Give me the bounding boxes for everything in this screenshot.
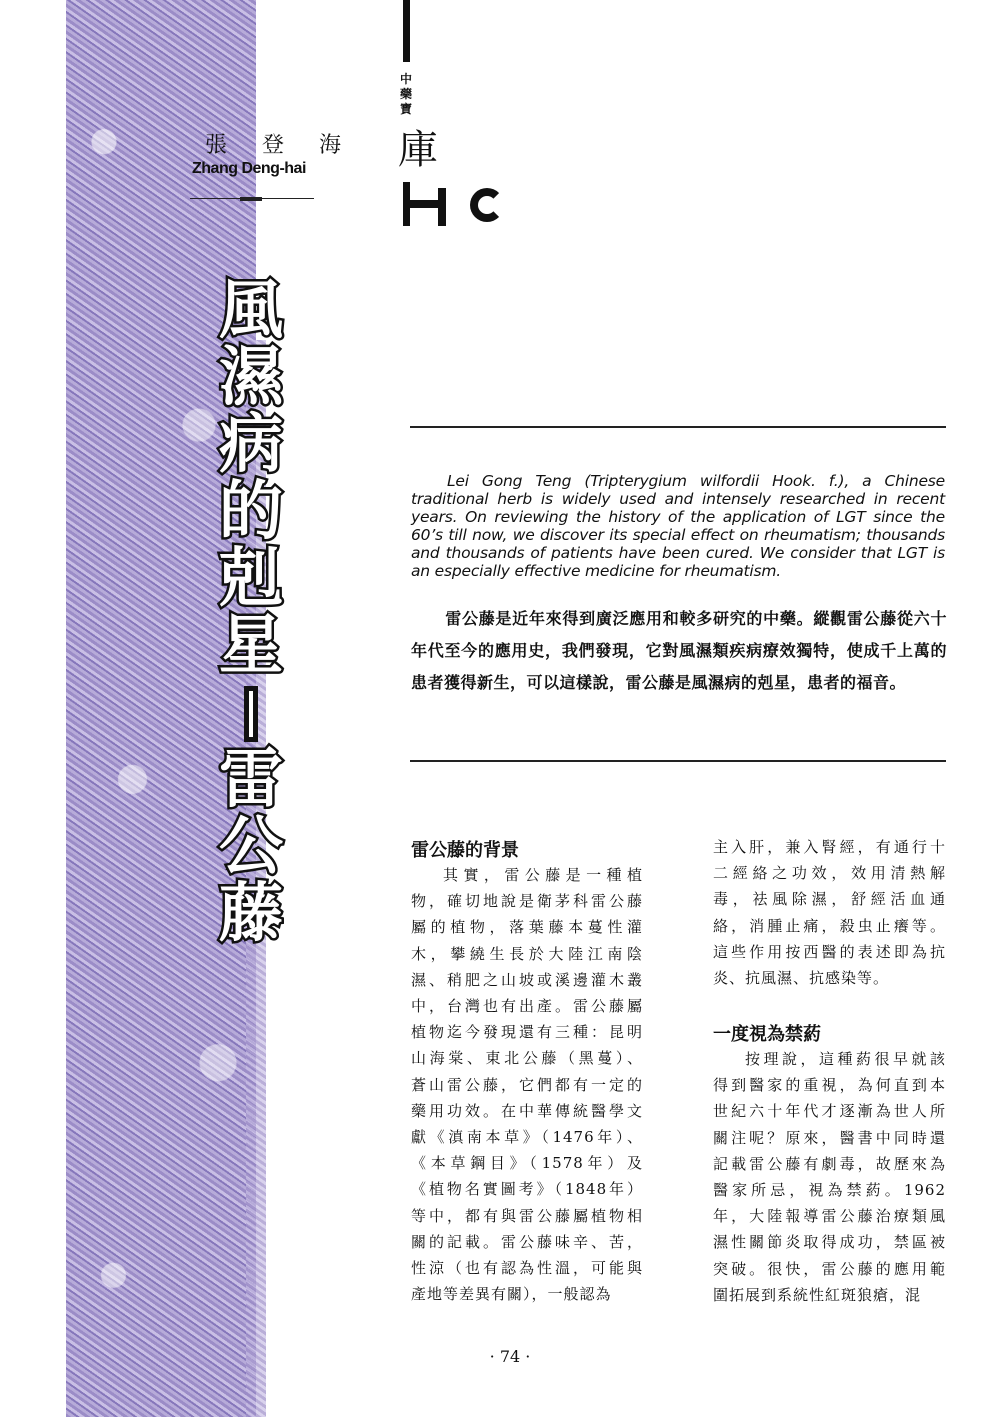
text-line: 醫家所忌，視為禁葯。1962: [713, 1181, 946, 1200]
text-line: 蒼山雷公藤，它們都有一定的: [411, 1075, 643, 1094]
logo-h-crossbar: [410, 200, 438, 208]
abstract-top-rule: [410, 426, 946, 428]
column-logo-bar: [403, 0, 410, 62]
column-label: 中藥寶: [399, 72, 412, 116]
article-title: [210, 274, 292, 951]
text-line: 絡，消腫止痛，殺虫止癢等。: [713, 916, 946, 935]
background-text: [411, 862, 643, 1307]
text-line: 突破。很快，雷公藤的應用範: [713, 1259, 946, 1278]
logo-h-right: [438, 188, 446, 226]
text-line: 產地等差異有關），一般認為: [411, 1285, 612, 1304]
logo-h-left: [403, 182, 410, 226]
text-line: 藥用功效。在中華傳統醫學文: [411, 1101, 643, 1120]
text-line: 屬的植物，落葉藤本蔓性灌: [411, 918, 643, 937]
title-char: 的: [219, 475, 283, 549]
continued-text: [713, 834, 946, 991]
author-name-chinese: 張 登 海: [205, 133, 355, 158]
text-line: 其實，雷公藤是一種植: [443, 866, 643, 884]
text-line: 中，台灣也有出產。雷公藤屬: [411, 997, 643, 1016]
text-line: 濕、稍肥之山坡或溪邊灌木叢: [411, 970, 643, 989]
text-line: 《植物名實圖考》（1848年）: [411, 1180, 643, 1199]
text-line: 《本草鋼目》（1578年）及: [411, 1154, 643, 1173]
title-char: 濕: [219, 341, 283, 415]
page-number: · 74 ·: [489, 1347, 531, 1366]
text-line: 主入肝，兼入腎經，有通行十: [713, 838, 946, 856]
chinese-summary: 雷公藤是近年來得到廣泛應用和較多研究的中藥。縱觀雷公藤從六十年代至今的應用史，我們發現，它對風濕類疾病療效獨特，使成千上萬的患者獲得新生，可以這樣說，雷公藤是風濕病的剋星，患者的福音。: [411, 609, 947, 692]
title-char: 病: [219, 408, 283, 482]
text-line: 二經絡之功效，效用清熱解: [713, 864, 946, 883]
abstract-bottom-rule: [410, 760, 946, 762]
text-line: 炎、抗風濕、抗感染等。: [713, 969, 890, 988]
text-line: 性涼（也有認為性溫，可能與: [411, 1259, 643, 1278]
title-char: 雷: [219, 743, 283, 817]
text-line: 按理說，這種葯很早就該: [745, 1050, 946, 1068]
author-divider-accent: [240, 197, 262, 201]
text-line: 圍拓展到系統性紅斑狼瘡，混: [713, 1285, 922, 1304]
text-line: 記載雷公藤有劇毒，故歷來為: [713, 1154, 946, 1173]
section-heading-background: 雷公藤的背景: [411, 840, 519, 861]
title-char: 藤: [219, 877, 283, 951]
text-line: 植物迄今發現還有三種：昆明: [411, 1023, 643, 1042]
text-line: 關注呢？原來，醫書中同時還: [713, 1128, 946, 1147]
text-line: 山海棠、東北公藤（黑蔓）、: [411, 1049, 643, 1068]
author-name-english: Zhang Deng-hai: [192, 160, 306, 177]
title-char: 公: [219, 810, 283, 884]
text-line: 世紀六十年代才逐漸為世人所: [713, 1102, 946, 1121]
text-line: 關的記載。雷公藤味辛、苦，: [411, 1232, 643, 1251]
text-line: 這些作用按西醫的表述即為抗: [713, 942, 946, 961]
english-abstract: Lei Gong Teng (Tripterygium wilfordii Hook. f.), a Chinese traditional herb is widely used and intensely researched in recent years. On reviewing the history of the application of LGT since the 60’s till now, we discover its special effect on rheumatism; thousands and thousands of patients have been cured. We consider that LGT is an especially effective medicine for rheumatism.: [411, 472, 945, 580]
logo-c: [470, 188, 504, 222]
title-dash: [210, 680, 292, 747]
text-line: 年，大陸報導雷公藤治療類風: [713, 1207, 946, 1226]
text-line: 木，攀繞生長於大陸江南陰: [411, 944, 643, 963]
text-line: 等中，都有與雷公藤屬植物相: [411, 1206, 643, 1225]
forbidden-text: [713, 1046, 946, 1308]
title-char: 剋: [219, 542, 283, 616]
text-line: 得到醫家的重視，為何直到本: [713, 1076, 946, 1095]
title-char: 風: [219, 274, 283, 348]
text-line: 物，確切地說是衛茅科雷公藤: [411, 892, 643, 911]
column-char: 庫: [398, 127, 438, 173]
section-heading-forbidden: 一度視為禁葯: [713, 1024, 821, 1045]
text-line: 獻《滇南本草》（1476年）、: [411, 1128, 643, 1147]
text-line: 毒，祛風除濕，舒經活血通: [713, 890, 946, 909]
text-line: 濕性關節炎取得成功，禁區被: [713, 1233, 946, 1252]
title-char: 星: [219, 609, 283, 683]
